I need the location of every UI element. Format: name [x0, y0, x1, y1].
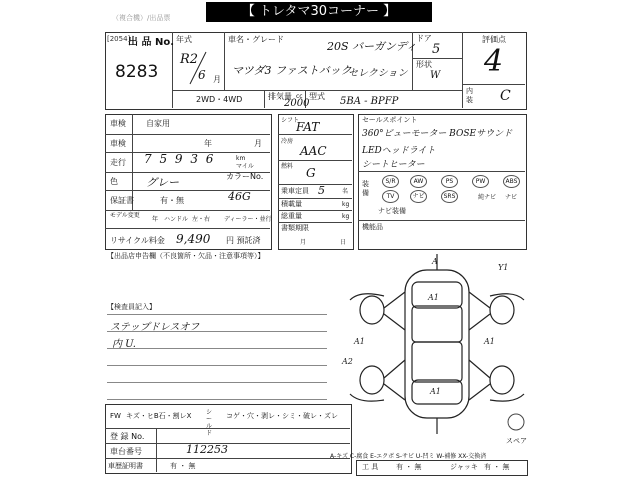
rating-value: 4 — [484, 44, 504, 79]
selling-points-label: セールスポイント — [362, 116, 418, 124]
aircon-value: AAC — [300, 144, 327, 158]
displacement-value: 2000 — [284, 98, 310, 109]
warranty-label: 保証書 — [110, 196, 134, 205]
selling-point-2: LEDヘッドライト — [362, 146, 436, 156]
equipment-label: 装備 — [362, 180, 369, 197]
recycle-label: リサイクル料金 — [110, 236, 165, 245]
car-name-label: 車名・グレード — [228, 35, 284, 44]
selling-point-1: 360°ビューモーター BOSEサウンド — [362, 129, 513, 139]
mileage-value: 7 5 9 3 6 — [144, 152, 216, 166]
car-name: マツダ3 ファストバック — [232, 64, 352, 77]
damage-label-hood: A1 — [428, 293, 439, 302]
damage-label-rear: A1 — [430, 387, 441, 396]
damage-label-corner: Y1 — [498, 263, 509, 272]
inspector-note-2: 内 U. — [112, 339, 136, 350]
car-grade: 20S バーガンディ — [327, 40, 417, 53]
load-label: 積載量 — [281, 200, 302, 208]
lot-number: 8283 — [115, 62, 159, 82]
faint-header: （複合機）/出品票 — [112, 14, 171, 22]
inspection-label: 車検 — [110, 119, 126, 128]
model-code-label: 型式 — [309, 92, 325, 101]
aircon-label: 冷房 — [281, 138, 294, 145]
inspector-note-1: ステップドレスオフ — [110, 322, 200, 333]
fw-label: FW — [110, 412, 121, 420]
inspection-status: 自家用 — [146, 119, 170, 128]
expiry-label: 車検 — [110, 139, 126, 148]
color-label: 色 — [110, 177, 118, 186]
car-damage-diagram — [340, 250, 530, 440]
model-change-label: モデル変更 — [110, 212, 140, 219]
chassis-value: 112253 — [186, 443, 228, 456]
shape-label: 形状 — [416, 60, 432, 69]
lot-stamp: [2054] — [107, 35, 131, 43]
rating-label: 評価点 — [482, 35, 506, 44]
model-year-label: 年式 — [176, 35, 192, 44]
color-no-label: カラーNo. — [226, 172, 264, 181]
model-code-value: 5BA - BPFP — [340, 96, 399, 107]
fuel-value: G — [306, 166, 316, 180]
vehicle-report-label: 車歴証明書 — [108, 462, 143, 470]
interior-label: 内装 — [466, 87, 473, 104]
displacement-label: 排気量 — [268, 92, 292, 101]
damage-label-right: A1 — [484, 337, 495, 346]
doc-deadline-label: 書類期限 — [281, 224, 309, 232]
chassis-label: 車台番号 — [110, 447, 142, 456]
notice-label: 【出品店申告欄（不良箇所・欠品・注意事項等）】 — [107, 252, 265, 260]
drive-label: 2WD・4WD — [196, 95, 243, 104]
color-no-value: 46G — [228, 190, 251, 203]
shape-value: W — [430, 70, 441, 81]
page-header-title: 【 トレタマ30コーナー 】 — [206, 2, 432, 22]
model-year-value: R2 — [180, 52, 199, 67]
mileage-label: 走行 — [110, 158, 126, 167]
damage-label-top: A — [432, 257, 438, 266]
damage-label-left: A1 — [354, 337, 365, 346]
interior-value: C — [500, 88, 511, 104]
doors-label: ドア — [416, 34, 432, 43]
damage-label-side: A2 — [342, 357, 353, 366]
model-year-month: 6 — [198, 68, 206, 82]
capacity-label: 乗車定員 — [281, 187, 309, 195]
spare-tire-icon — [506, 412, 526, 432]
shift-value: FAT — [296, 120, 320, 134]
selling-point-3: シートヒーター — [362, 160, 425, 170]
lot-label: 出 品 No. — [128, 37, 175, 48]
doors-value: 5 — [432, 42, 441, 57]
color-value: グレー — [146, 176, 179, 189]
fuel-label: 燃料 — [281, 163, 294, 170]
navi-label: ナビ装備 — [378, 207, 406, 215]
recycle-value: 9,490 — [176, 232, 211, 246]
jack-label: ジャッキ — [450, 463, 478, 471]
slash-mark — [186, 50, 210, 86]
registration-label: 登 録 No. — [110, 432, 145, 441]
spare-label: スペア — [506, 437, 527, 445]
shift-label: シフト — [281, 117, 300, 124]
car-grade-2: セレクション — [348, 68, 408, 79]
weight-label: 総重量 — [281, 212, 302, 220]
tools-label: 工 具 — [362, 463, 379, 471]
damage-legend: A-キズ C-腐食 E-エクボ S-サビ U-凹ミ W-補修 XX-交換済 — [330, 453, 487, 460]
other-equipment-label: 機能品 — [362, 223, 383, 231]
inspector-label: 【検査員記入】 — [107, 303, 156, 311]
